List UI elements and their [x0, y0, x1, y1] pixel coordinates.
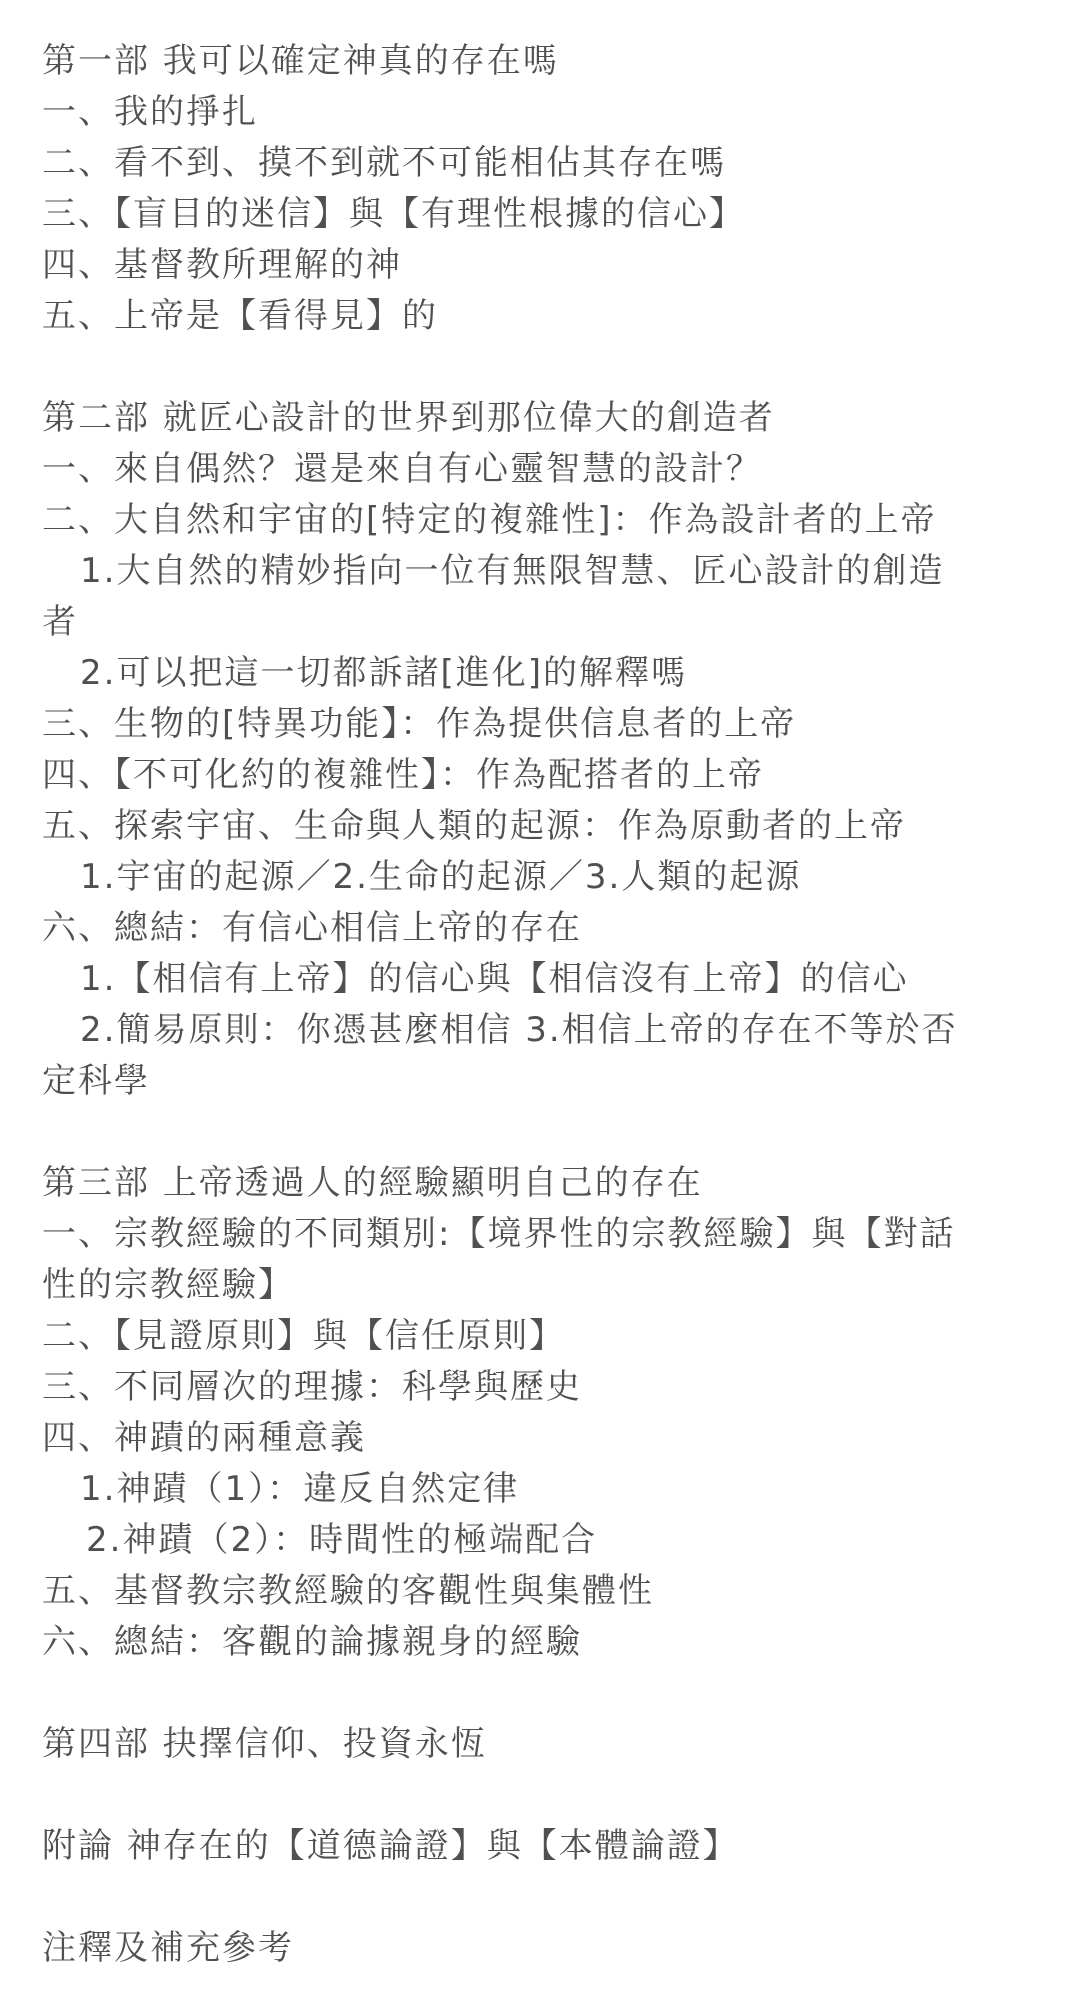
spacer: [42, 1668, 1042, 1719]
part3-item-4-sub-2: 2.神蹟（2）：時間性的極端配合: [86, 1520, 598, 1560]
part3-item-1: 一、宗教經驗的不同類別:【境界性的宗教經驗】與【對話: [42, 1214, 956, 1254]
part3-item-4: 四、神蹟的兩種意義: [42, 1418, 366, 1458]
part2-item-6-sub-2-cont: 定科學: [42, 1061, 150, 1101]
part2-item-2-sub-1: 1.大自然的精妙指向一位有無限智慧、匠心設計的創造: [80, 551, 945, 591]
spacer: [42, 342, 1042, 393]
table-of-contents: [42, 36, 1042, 1974]
part2-item-6: 六、總結：有信心相信上帝的存在: [42, 908, 582, 948]
spacer: [42, 1107, 1042, 1158]
part3-item-3: 三、不同層次的理據：科學與歷史: [42, 1367, 582, 1407]
part2-item-2-sub-2: 2.可以把這一切都訴諸[進化]的解釋嗎: [80, 653, 687, 693]
part2-item-6-sub-2: 2.簡易原則：你憑甚麼相信 3.相信上帝的存在不等於否: [80, 1010, 958, 1050]
part2-item-2-sub-1-cont: 者: [42, 602, 78, 642]
part2-item-5-sub: 1.宇宙的起源／2.生命的起源／3.人類的起源: [80, 857, 802, 897]
part2-item-5: 五、探索宇宙、生命與人類的起源：作為原動者的上帝: [42, 806, 906, 846]
part3-item-4-sub-1: 1.神蹟（1）：違反自然定律: [80, 1469, 520, 1509]
part3-item-6: 六、總結：客觀的論據親身的經驗: [42, 1622, 582, 1662]
part2-title: 第二部 就匠心設計的世界到那位偉大的創造者: [42, 398, 775, 438]
spacer: [42, 1770, 1042, 1821]
part1-item-1: 一、我的掙扎: [42, 92, 258, 132]
part2-item-2: 二、大自然和宇宙的[特定的複雜性]：作為設計者的上帝: [42, 500, 937, 540]
part2-item-3: 三、生物的[特異功能】：作為提供信息者的上帝: [42, 704, 797, 744]
part3-item-1-cont: 性的宗教經驗】: [42, 1265, 294, 1305]
part2-item-1: 一、來自偶然？還是來自有心靈智慧的設計？: [42, 449, 762, 489]
part1-item-4: 四、基督教所理解的神: [42, 245, 402, 285]
part1-item-5: 五、上帝是【看得見】的: [42, 296, 438, 336]
part2-item-6-sub-1: 1.【相信有上帝】的信心與【相信沒有上帝】的信心: [80, 959, 909, 999]
spacer: [42, 1872, 1042, 1923]
part3-title: 第三部 上帝透過人的經驗顯明自己的存在: [42, 1163, 703, 1203]
notes-title: 注釋及補充參考: [42, 1928, 294, 1968]
part2-item-4: 四、【不可化約的複雜性】：作為配搭者的上帝: [42, 755, 764, 795]
appendix-title: 附論 神存在的【道德論證】與【本體論證】: [42, 1826, 739, 1866]
part3-item-5: 五、基督教宗教經驗的客觀性與集體性: [42, 1571, 654, 1611]
part4-title: 第四部 抉擇信仰、投資永恆: [42, 1724, 487, 1764]
part1-item-2: 二、看不到、摸不到就不可能相佔其存在嗎: [42, 143, 726, 183]
part1-item-3: 三、【盲目的迷信】與【有理性根據的信心】: [42, 194, 745, 234]
part3-item-2: 二、【見證原則】與【信任原則】: [42, 1316, 565, 1356]
part1-title: 第一部 我可以確定神真的存在嗎: [42, 41, 559, 81]
